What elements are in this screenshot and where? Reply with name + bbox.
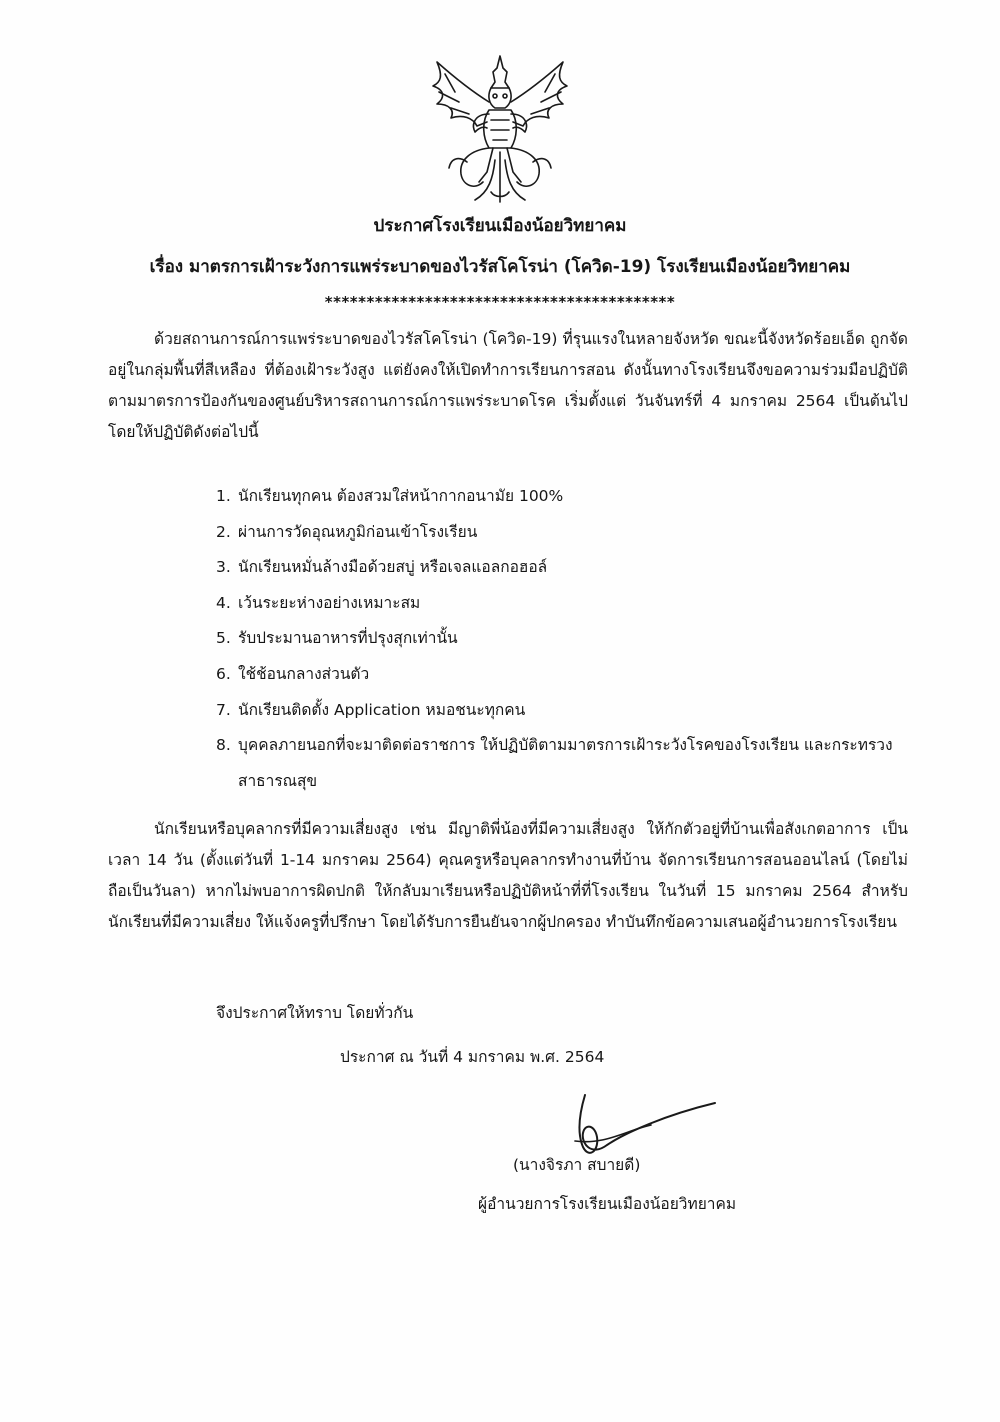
list-item-number: 2. <box>216 522 231 541</box>
list-item-text: รับประมานอาหารที่ปรุงสุกเท่านั้น <box>238 629 458 648</box>
list-item <box>216 693 916 729</box>
list-item-text: บุคคลภายนอกที่จะมาติดต่อราชการ ให้ปฏิบัติตามมาตรการเฝ้าระวังโรคของโรงเรียน และกระทรวงสาธารณสุข <box>238 736 893 790</box>
list-item-text: เว้นระยะห่างอย่างเหมาะสม <box>238 593 421 612</box>
list-item <box>216 621 916 657</box>
list-item-text: ผ่านการวัดอุณหภูมิก่อนเข้าโรงเรียน <box>238 522 478 541</box>
risk-paragraph: นักเรียนหรือบุคลากรที่มีความเสี่ยงสูง เช่น มีญาติพี่น้องที่มีความเสี่ยงสูง ให้กักตัวอยู่ที่บ้านเพื่อสังเกตอาการ เป็นเวลา 14 วัน (ตั้งแต่วันที่ 1-14 มกราคม 2564) คุณครูหรือบุคลากรทำงานที่บ้าน จัดการเรียนการสอนออนไลน์ (โดยไม่ถือเป็นวันลา) หากไม่พบอาการผิดปกติ ให้กลับมาเรียนหรือปฏิบัติหน้าที่ที่โรงเรียน ในวันที่ 15 มกราคม 2564 สำหรับนักเรียนที่มีความเสี่ยง ให้แจ้งครูที่ปรึกษา โดยได้รับการยืนยันจากผู้ปกครอง ทำบันทึกข้อความเสนอผู้อำนวยการโรงเรียน <box>108 820 908 931</box>
announcement-date: ประกาศ ณ วันที่ 4 มกราคม พ.ศ. 2564 <box>340 1048 605 1066</box>
intro-paragraph: ด้วยสถานการณ์การแพร่ระบาดของไวรัสโคโรน่า (โควิด-19) ที่รุนแรงในหลายจังหวัด ขณะนี้จังหวัดร้อยเอ็ด ถูกจัดอยู่ในกลุ่มพื้นที่สีเหลือง ที่ต้องเฝ้าระวังสูง แต่ยังคงให้เปิดทำการเรียนการสอน ดังนั้นทางโรงเรียนจึงขอความร่วมมือปฏิบัติตามมาตรการป้องกันของศูนย์บริหารสถานการณ์การแพร่ระบาดโรค เริ่มตั้งแต่ วันจันทร์ที่ 4 มกราคม 2564 เป็นต้นไป โดยให้ปฏิบัติดังต่อไปนี้ <box>108 330 908 441</box>
list-item <box>216 586 916 622</box>
list-item-text: นักเรียนหมั่นล้างมือด้วยสบู่ หรือเจลแอลกอฮอล์ <box>238 558 548 577</box>
list-item-number: 7. <box>216 700 231 719</box>
list-item-number: 5. <box>216 629 231 648</box>
list-item <box>216 728 916 799</box>
list-item-text: นักเรียนติดตั้ง Application หมอชนะทุกคน <box>238 700 526 719</box>
list-item <box>216 479 916 515</box>
list-item-number: 8. <box>216 736 231 755</box>
list-item <box>216 550 916 586</box>
list-item-number: 4. <box>216 593 231 612</box>
list-item <box>216 657 916 693</box>
list-item <box>216 515 916 551</box>
announcement-subject: เรื่อง มาตรการเฝ้าระวังการแพร่ระบาดของไวรัสโคโรน่า (โควิด-19) โรงเรียนเมืองน้อยวิทยาคม <box>149 257 851 277</box>
list-item-text: ใช้ช้อนกลางส่วนตัว <box>238 664 370 683</box>
list-item-number: 3. <box>216 558 231 577</box>
signer-title: ผู้อำนวยการโรงเรียนเมืองน้อยวิทยาคม <box>478 1195 737 1213</box>
list-item-number: 1. <box>216 487 231 505</box>
separator-line: ****************************************** <box>324 293 676 311</box>
garuda-emblem-icon <box>415 52 585 207</box>
signer-name: (นางจิรภา สบายดี) <box>513 1156 641 1174</box>
closing-statement: จึงประกาศให้ทราบ โดยทั่วกัน <box>216 1004 414 1022</box>
rules-list <box>216 479 916 799</box>
announcement-title: ประกาศโรงเรียนเมืองน้อยวิทยาคม <box>373 216 627 236</box>
list-item-number: 6. <box>216 664 231 683</box>
list-item-text: นักเรียนทุกคน ต้องสวมใส่หน้ากากอนามัย 100% <box>238 487 564 505</box>
